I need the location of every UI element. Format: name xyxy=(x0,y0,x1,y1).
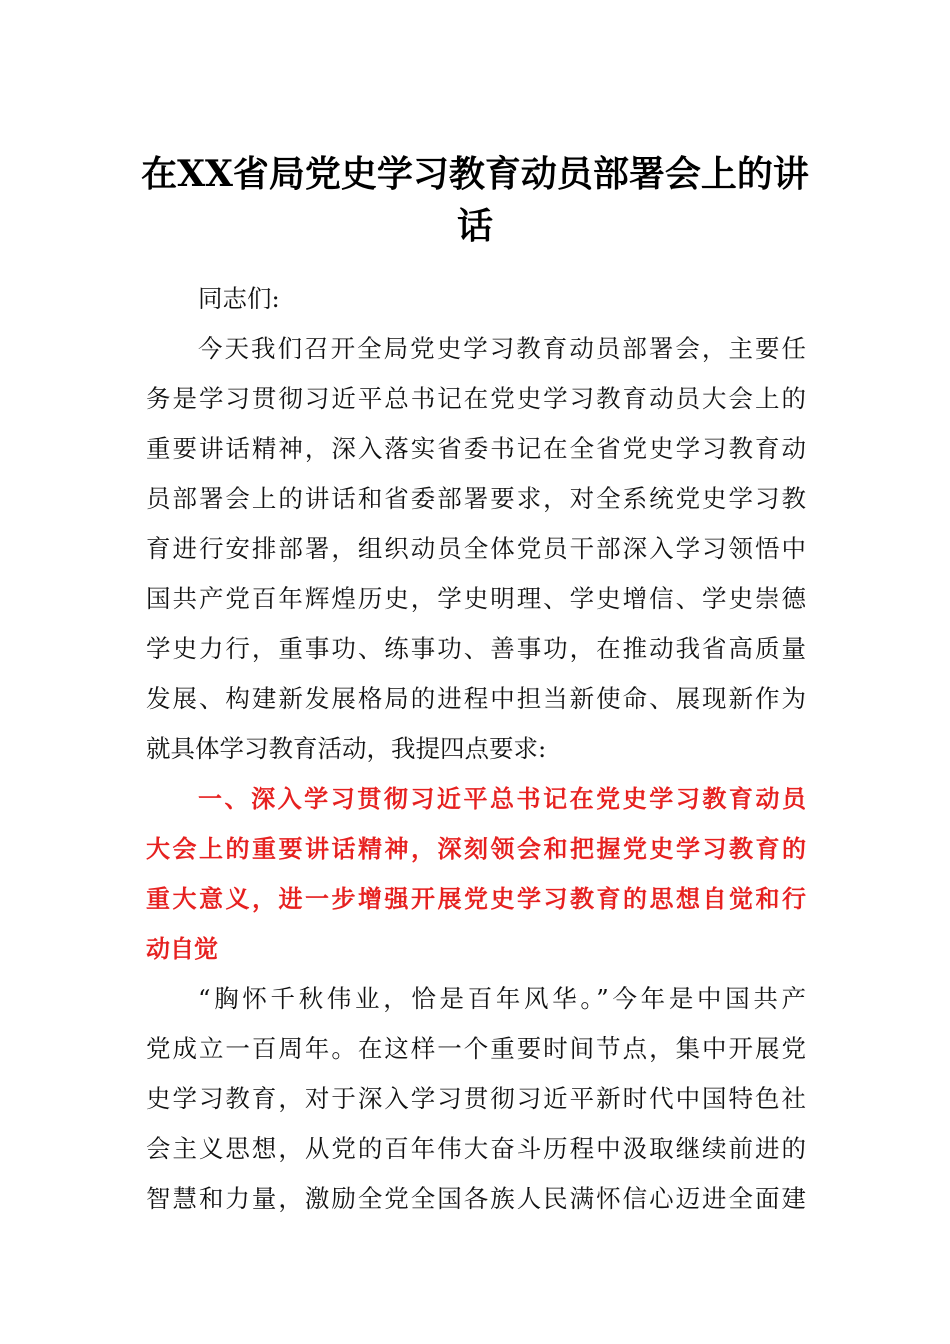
paragraph-line: 国共产党百年辉煌历史，学史明理、学史增信、学史崇德 xyxy=(146,584,806,613)
paragraph-line: 就具体学习教育活动，我提四点要求: xyxy=(146,734,547,763)
document-title xyxy=(140,148,810,252)
paragraph-line: 学史力行，重事功、练事功、善事功，在推动我省高质量 xyxy=(146,634,806,663)
paragraph-line: 员部署会上的讲话和省委部署要求，对全系统党史学习教 xyxy=(146,484,806,513)
document-body xyxy=(146,274,806,1224)
paragraph-line: 会主义思想，从党的百年伟大奋斗历程中汲取继续前进的 xyxy=(146,1134,806,1163)
salutation: 同志们: xyxy=(198,284,280,313)
paragraph-line: 务是学习贯彻习近平总书记在党史学习教育动员大会上的 xyxy=(146,384,806,413)
paragraph-2 xyxy=(146,974,806,1224)
title-line: 在XX省局党史学习教育动员部署会上的讲 xyxy=(141,153,809,195)
paragraph-line: 智慧和力量，激励全党全国各族人民满怀信心迈进全面建 xyxy=(146,1184,806,1213)
paragraph-line: 育进行安排部署，组织动员全体党员干部深入学习领悟中 xyxy=(146,534,806,563)
section-heading-1 xyxy=(146,774,806,974)
paragraph-line: “胸怀千秋伟业，恰是百年风华。”今年是中国共产 xyxy=(198,984,806,1013)
paragraph-line: 今天我们召开全局党史学习教育动员部署会，主要任 xyxy=(198,334,806,363)
paragraph-line: 史学习教育，对于深入学习贯彻习近平新时代中国特色社 xyxy=(146,1084,806,1113)
heading-line: 重大意义，进一步增强开展党史学习教育的思想自觉和行 xyxy=(146,885,806,913)
heading-line: 一、深入学习贯彻习近平总书记在党史学习教育动员 xyxy=(198,785,806,813)
title-line: 话 xyxy=(456,205,493,247)
heading-line: 动自觉 xyxy=(146,935,218,963)
paragraph-1 xyxy=(146,324,806,774)
paragraph-line: 发展、构建新发展格局的进程中担当新使命、展现新作为 xyxy=(146,684,806,713)
heading-line: 大会上的重要讲话精神，深刻领会和把握党史学习教育的 xyxy=(146,835,806,863)
paragraph-line: 党成立一百周年。在这样一个重要时间节点，集中开展党 xyxy=(146,1034,806,1063)
paragraph-line: 重要讲话精神，深入落实省委书记在全省党史学习教育动 xyxy=(146,434,806,463)
